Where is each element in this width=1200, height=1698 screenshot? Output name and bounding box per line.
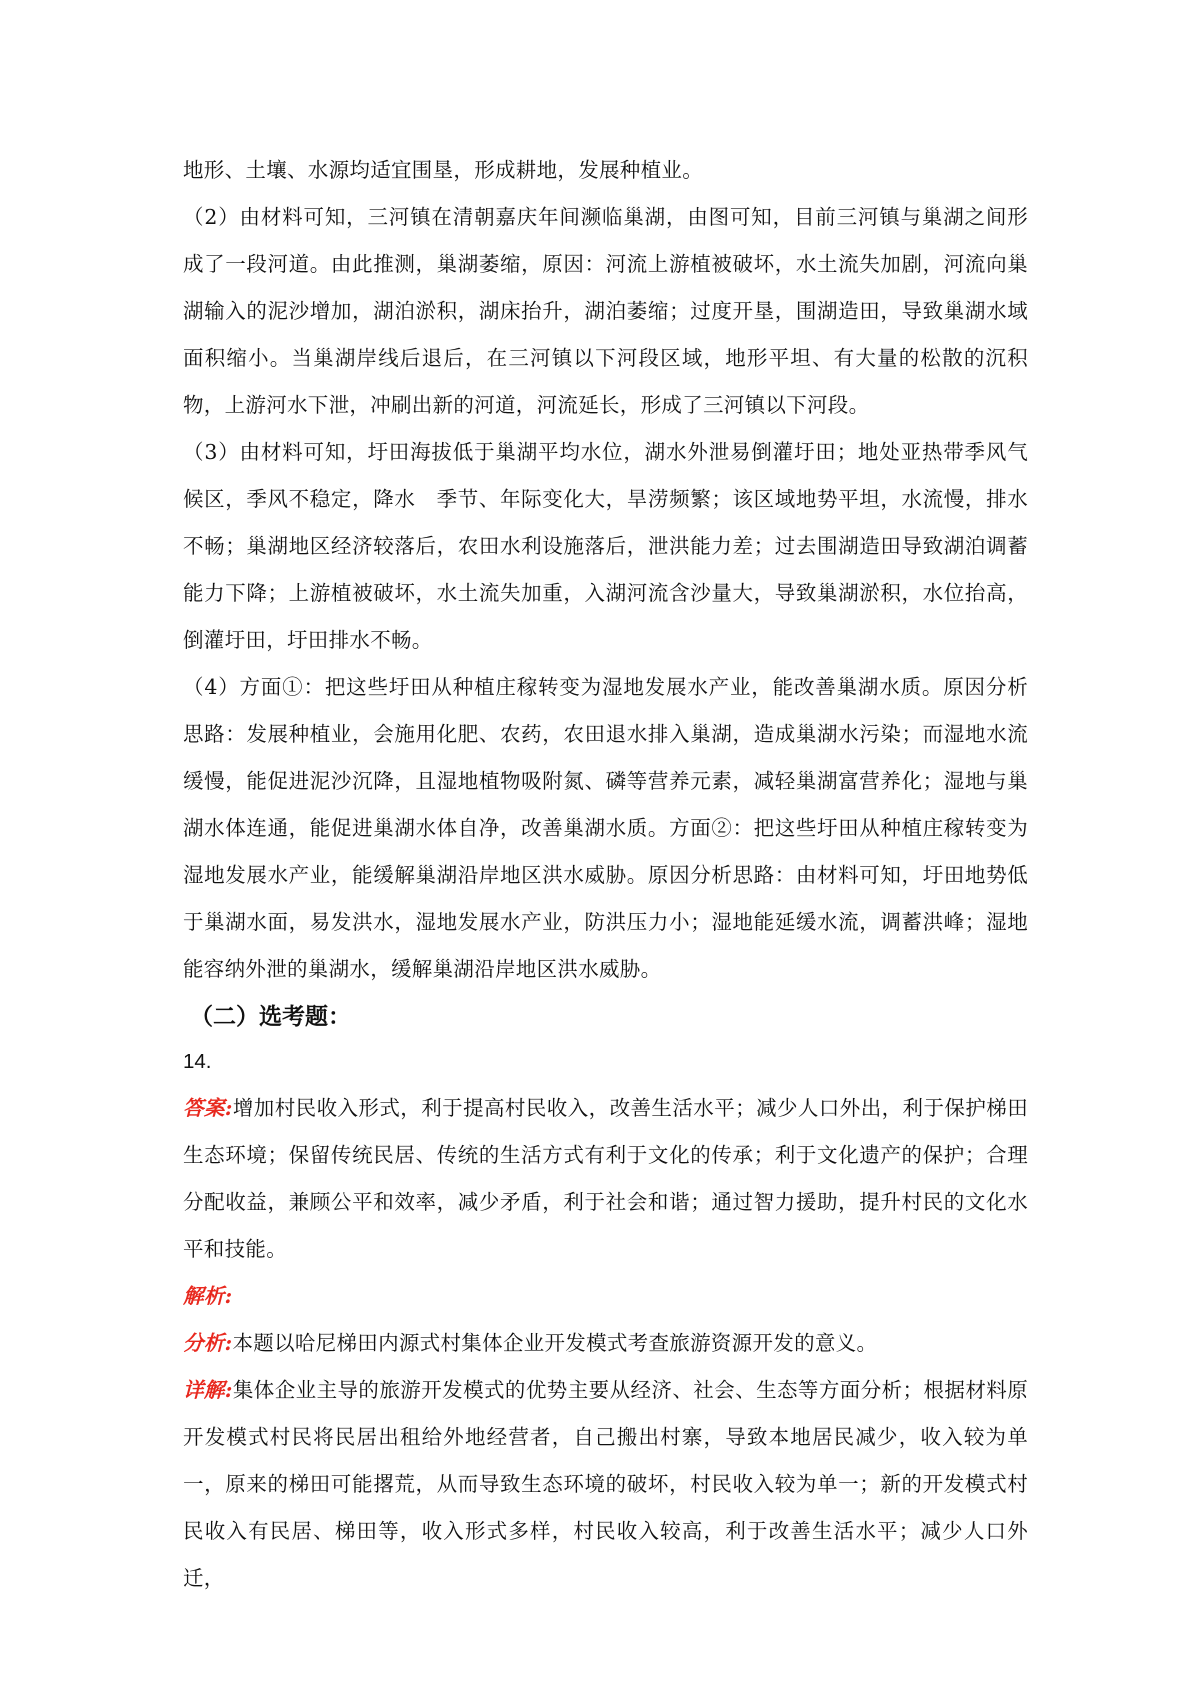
jiexi-label: 解析: bbox=[183, 1284, 233, 1308]
xiangjie-text: 集体企业主导的旅游开发模式的优势主要从经济、社会、生态等方面分析；根据材料原开发模式村民将民居出租给外地经营者，自己搬出村寨，导致本地居民减少，收入较为单一，原来的梯田可能撂荒，从而导致生态环境的破坏，村民收入较为单一；新的开发模式村民收入有民居、梯田等，收入形式多样，村民收入较高，利于改善生活水平；减少人口外迁， bbox=[183, 1378, 1029, 1590]
fenxi-paragraph bbox=[183, 1320, 1028, 1367]
xiangjie-label: 详解: bbox=[183, 1378, 233, 1402]
fenxi-text: 本题以哈尼梯田内源式村集体企业开发模式考查旅游资源开发的意义。 bbox=[232, 1331, 878, 1355]
xiangjie-paragraph bbox=[183, 1367, 1028, 1602]
answer-text: 增加村民收入形式，利于提高村民收入，改善生活水平；减少人口外出，利于保护梯田生态环境；保留传统民居、传统的生活方式有利于文化的传承；利于文化遗产的保护；合理分配收益，兼顾公平和效率，减少矛盾，利于社会和谐；通过智力援助，提升村民的文化水平和技能。 bbox=[183, 1096, 1029, 1261]
answer-paragraph bbox=[183, 1085, 1028, 1273]
answer-part-3: （3）由材料可知，圩田海拔低于巢湖平均水位，湖水外泄易倒灌圩田；地处亚热带季风气候区，季风不稳定，降水 季节、年际变化大，旱涝频繁；该区域地势平坦，水流慢，排水不畅；巢湖地区经济较落后，农田水利设施落后，泄洪能力差；过去围湖造田导致湖泊调蓄能力下降；上游植被破坏，水土流失加重，入湖河流含沙量大，导致巢湖淤积，水位抬高，倒灌圩田，圩田排水不畅。 bbox=[183, 440, 1028, 652]
answer-label: 答案: bbox=[183, 1096, 233, 1120]
section-title: （二）选考题： bbox=[190, 1004, 351, 1030]
question-number: 14. bbox=[183, 1050, 212, 1073]
answer-part-2: （2）由材料可知，三河镇在清朝嘉庆年间濒临巢湖，由图可知，目前三河镇与巢湖之间形成了一段河道。由此推测，巢湖萎缩，原因：河流上游植被破坏，水土流失加剧，河流向巢湖输入的泥沙增加，湖泊淤积，湖床抬升，湖泊萎缩；过度开垦，围湖造田，导致巢湖水域面积缩小。当巢湖岸线后退后，在三河镇以下河段区域，地形平坦、有大量的松散的沉积物，上游河水下泄，冲刷出新的河道，河流延长，形成了三河镇以下河段。 bbox=[183, 205, 1028, 417]
fenxi-label: 分析: bbox=[183, 1331, 233, 1355]
paragraph-continuation: 地形、土壤、水源均适宜围垦，形成耕地，发展种植业。 bbox=[183, 158, 703, 182]
answer-part-4: （4）方面①：把这些圩田从种植庄稼转变为湿地发展水产业，能改善巢湖水质。原因分析思路：发展种植业，会施用化肥、农药，农田退水排入巢湖，造成巢湖水污染；而湿地水流缓慢，能促进泥沙沉降，且湿地植物吸附氮、磷等营养元素，减轻巢湖富营养化；湿地与巢湖水体连通，能促进巢湖水体自净，改善巢湖水质。方面②：把这些圩田从种植庄稼转变为湿地发展水产业，能缓解巢湖沿岸地区洪水威胁。原因分析思路：由材料可知，圩田地势低于巢湖水面，易发洪水，湿地发展水产业，防洪压力小；湿地能延缓水流，调蓄洪峰；湿地能容纳外泄的巢湖水，缓解巢湖沿岸地区洪水威胁。 bbox=[183, 675, 1028, 981]
jiexi-paragraph bbox=[183, 1273, 1028, 1320]
